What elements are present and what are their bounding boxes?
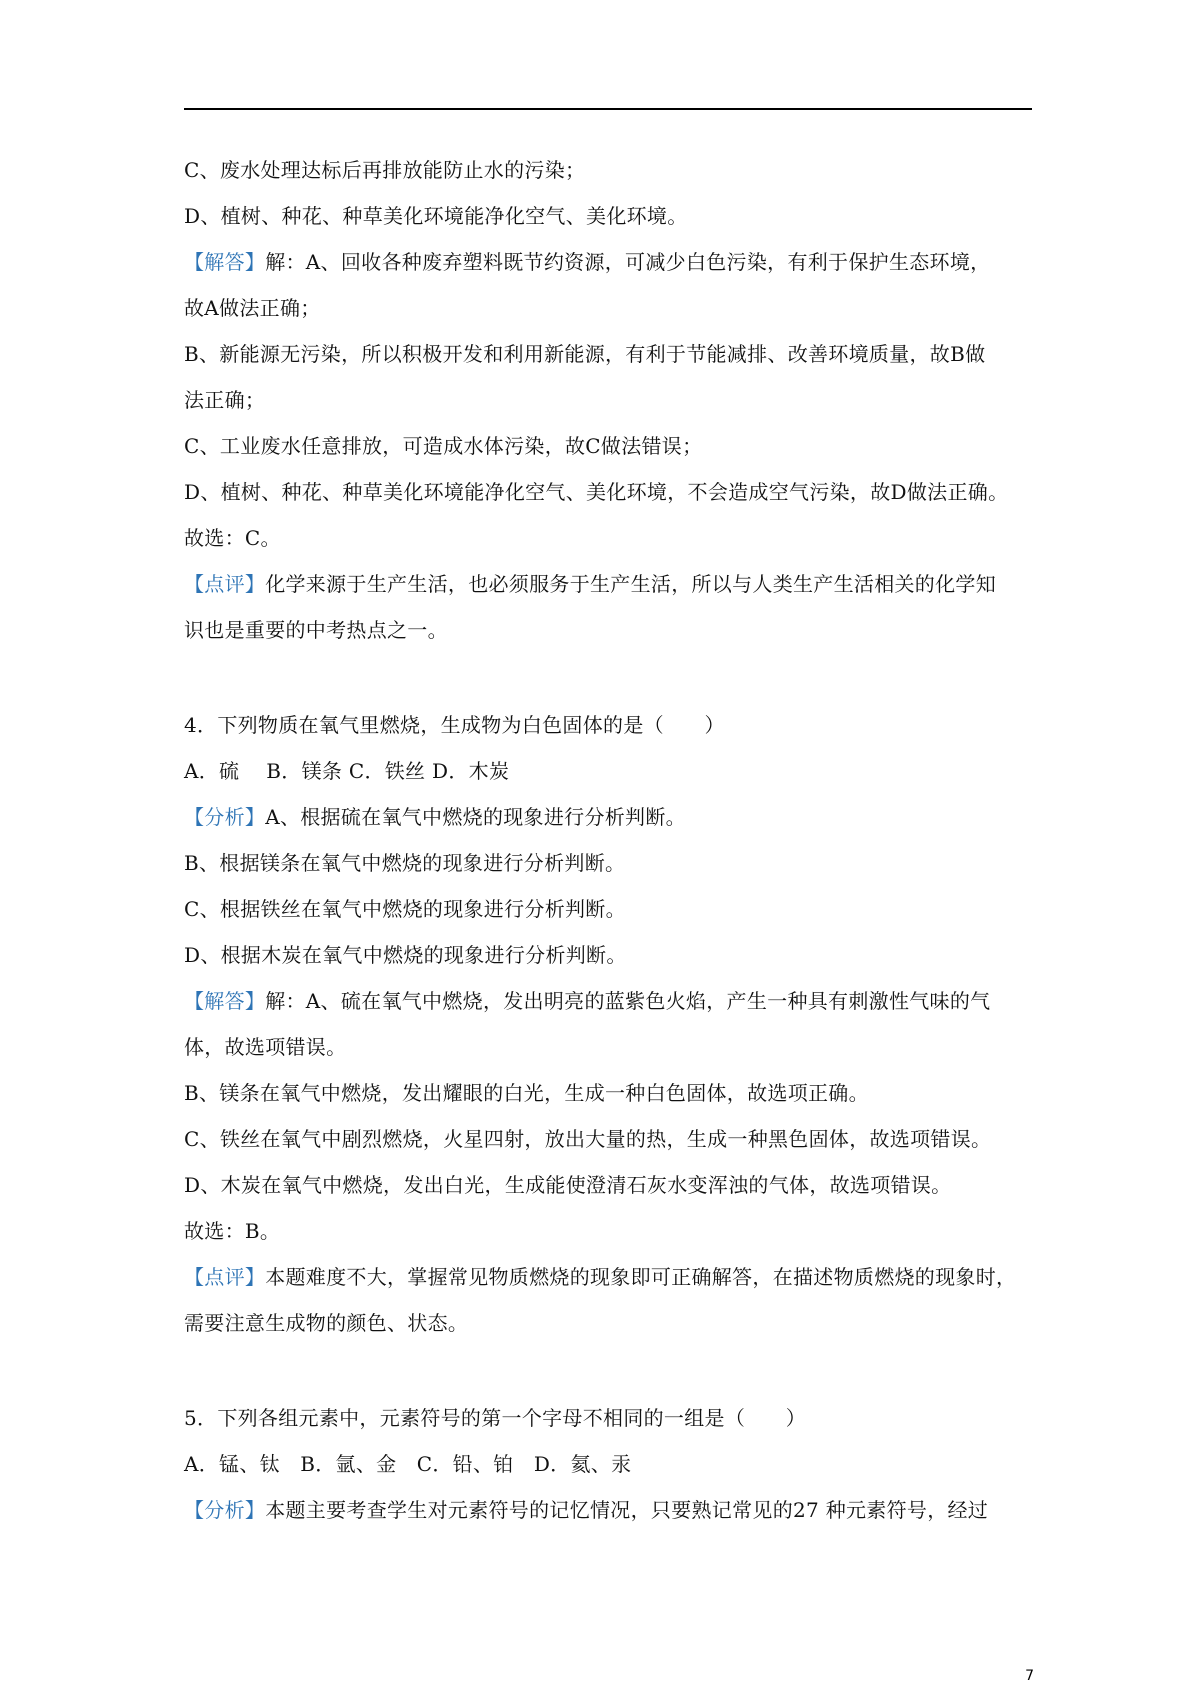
section-tag: 【解答】	[184, 250, 266, 274]
text-line: 识也是重要的中考热点之一。	[184, 618, 448, 642]
text-line: 体，故选项错误。	[184, 1035, 347, 1059]
text-line: 故A做法正确；	[184, 296, 321, 320]
question-options: A．锰、钛 B．氩、金 C．铅、铂 D．氦、汞	[184, 1452, 632, 1476]
section-tag: 【解答】	[184, 989, 266, 1013]
text-line: C、废水处理达标后再排放能防止水的污染；	[184, 158, 586, 182]
question-stem: 4．下列物质在氧气里燃烧，生成物为白色固体的是（ ）	[184, 713, 725, 737]
text-line: 【点评】化学来源于生产生活，也必须服务于生产生活，所以与人类生产生活相关的化学知	[184, 572, 997, 596]
text-line: C、工业废水任意排放，可造成水体污染，故C做法错误；	[184, 434, 703, 458]
question-stem: 5．下列各组元素中，元素符号的第一个字母不相同的一组是（ ）	[184, 1406, 807, 1430]
section-tag: 【分析】	[184, 805, 266, 829]
section-tag: 【分析】	[184, 1498, 266, 1522]
text-line: 需要注意生成物的颜色、状态。	[184, 1311, 469, 1335]
text-line: 【解答】解：A、硫在氧气中燃烧，发出明亮的蓝紫色火焰，产生一种具有刺激性气味的气	[184, 989, 991, 1013]
text-line: 【解答】解：A、回收各种废弃塑料既节约资源，可减少白色污染，有利于保护生态环境，	[184, 250, 991, 274]
text-line: C、根据铁丝在氧气中燃烧的现象进行分析判断。	[184, 897, 626, 921]
text-line: 法正确；	[184, 388, 266, 412]
text-line: C、铁丝在氧气中剧烈燃烧，火星四射，放出大量的热，生成一种黑色固体，故选项错误。	[184, 1127, 992, 1151]
question-options: A．硫 B．镁条 C．铁丝 D．木炭	[184, 759, 510, 783]
text-line: D、根据木炭在氧气中燃烧的现象进行分析判断。	[184, 943, 627, 967]
text-line: 【分析】A、根据硫在氧气中燃烧的现象进行分析判断。	[184, 805, 686, 829]
text-line: B、根据镁条在氧气中燃烧的现象进行分析判断。	[184, 851, 626, 875]
text-line: B、镁条在氧气中燃烧，发出耀眼的白光，生成一种白色固体，故选项正确。	[184, 1081, 869, 1105]
text-line: B、新能源无污染，所以积极开发和利用新能源，有利于节能减排、改善环境质量，故B做	[184, 342, 986, 366]
text-line: 故选：C。	[184, 526, 281, 550]
text-line: 【点评】本题难度不大，掌握常见物质燃烧的现象即可正确解答，在描述物质燃烧的现象时，	[184, 1265, 1017, 1289]
section-tag: 【点评】	[184, 572, 266, 596]
page-number: 7	[1025, 1668, 1034, 1684]
text-line: D、木炭在氧气中燃烧，发出白光，生成能使澄清石灰水变浑浊的气体，故选项错误。	[184, 1173, 952, 1197]
text-line: 【分析】本题主要考查学生对元素符号的记忆情况，只要熟记常见的27 种元素符号，经过	[184, 1498, 989, 1522]
header-rule	[184, 108, 1032, 110]
text-line: 故选：B。	[184, 1219, 281, 1243]
text-line: D、植树、种花、种草美化环境能净化空气、美化环境，不会造成空气污染，故D做法正确。	[184, 480, 1009, 504]
section-tag: 【点评】	[184, 1265, 266, 1289]
text-line: D、植树、种花、种草美化环境能净化空气、美化环境。	[184, 204, 688, 228]
